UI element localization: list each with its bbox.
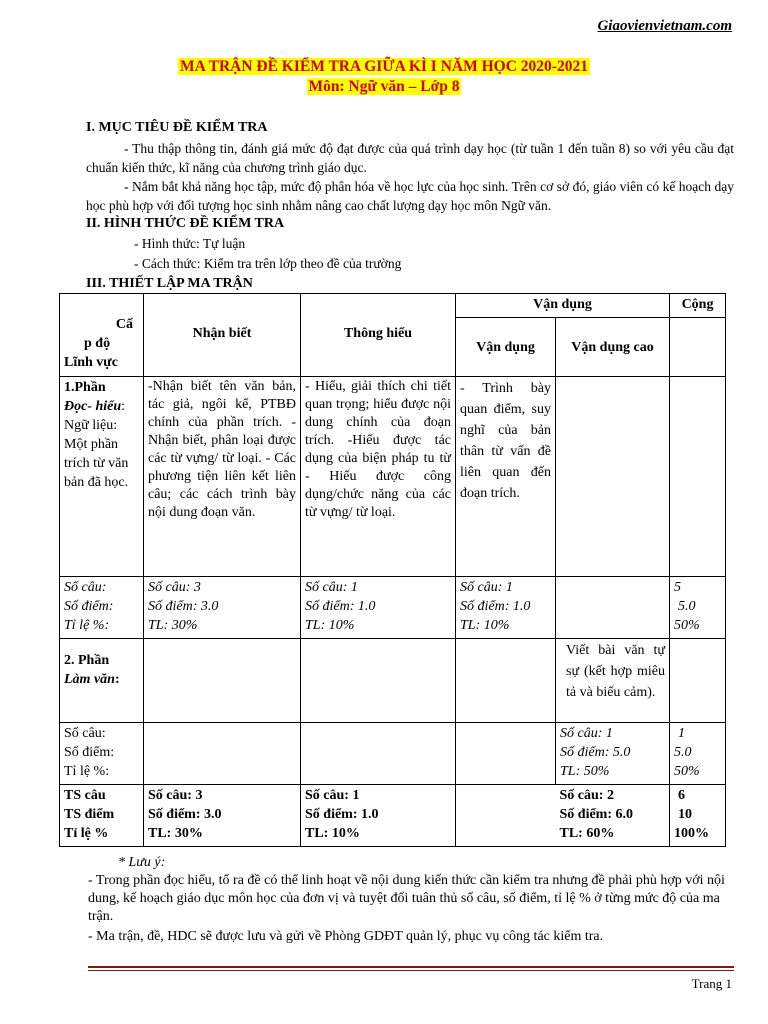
sum1-cong: 5 5.0 50% <box>670 577 726 639</box>
header-van-dung-group: Vận dụng <box>456 294 670 318</box>
sum1-thong-hieu: Số câu: 1 Số điểm: 1.0 TL: 10% <box>301 577 456 639</box>
header-van-dung-cao: Vận dụng cao <box>556 318 670 377</box>
sum1-label: Số câu: Số điểm: Tỉ lệ %: <box>60 577 144 639</box>
section1-heading: I. MỤC TIÊU ĐỀ KIỂM TRA <box>86 120 268 135</box>
footer-rule <box>88 966 734 968</box>
footer-rule-thin <box>88 970 734 971</box>
section2-item-form: - Hình thức: Tự luận <box>134 236 246 251</box>
total-van-dung-cao: Số câu: 2 Số điểm: 6.0 TL: 60% <box>556 785 670 847</box>
total-cong: 6 10 100% <box>670 785 726 847</box>
total-label: TS câu TS điểm Tỉ lệ % <box>60 785 144 847</box>
sum2-van-dung <box>456 723 556 785</box>
sum2-label: Số câu: Số điểm: Tỉ lệ %: <box>60 723 144 785</box>
note-1: - Trong phần đọc hiểu, tổ ra đề có thể linh hoạt về nội dung kiến thức cần kiểm tra nhưng đề phải phù hợp với nội dung, kế hoạch giáo dục môn học của đơn vị và tuyệt đối tuân thủ số câu, số điểm, tỉ lệ % ở từng mức độ của ma trận. <box>88 873 725 924</box>
total-thong-hieu: Số câu: 1 Số điểm: 1.0 TL: 10% <box>301 785 456 847</box>
row1-van-dung-cao <box>556 377 670 577</box>
sum2-nhan-biet <box>144 723 301 785</box>
sum2-cong: 1 5.0 50% <box>670 723 726 785</box>
section2-item-method: - Cách thức: Kiểm tra trên lớp theo đề của trường <box>134 256 402 271</box>
row2-van-dung-cao: Viết bài văn tự sự (kết hợp miêu tả và biểu cảm). <box>556 639 670 723</box>
page-number: Trang 1 <box>691 976 732 991</box>
header-thong-hieu: Thông hiểu <box>301 294 456 377</box>
header-cong-empty <box>670 318 726 377</box>
row1-cong <box>670 377 726 577</box>
row1-thong-hieu: - Hiểu, giải thích chi tiết quan trọng; hiểu được nội dung chính của đoạn trích. -Hiểu được tác dụng của biện pháp tu từ - Hiểu được công dụng/chức năng của các từ vựng/ từ loại. <box>301 377 456 577</box>
doc-subtitle: Môn: Ngữ văn – Lớp 8 <box>308 78 460 95</box>
row1-van-dung: - Trình bày quan điểm, suy nghĩ của bản thân từ vấn đề liên quan đến đoạn trích. <box>456 377 556 577</box>
sum1-van-dung-cao <box>556 577 670 639</box>
total-van-dung <box>456 785 556 847</box>
sum2-thong-hieu <box>301 723 456 785</box>
sum2-van-dung-cao: Số câu: 1 Số điểm: 5.0 TL: 50% <box>556 723 670 785</box>
matrix-table <box>59 293 726 847</box>
row2-label: 2. Phần Làm văn: <box>60 639 144 723</box>
note-2: - Ma trận, đề, HDC sẽ được lưu và gửi về Phòng GDĐT quản lý, phục vụ công tác kiểm tra. <box>88 929 604 944</box>
row2-van-dung <box>456 639 556 723</box>
section1-paragraph-1: - Thu thập thông tin, đánh giá mức độ đạt được của quá trình dạy học (từ tuần 1 đến tuần 8) so với yêu cầu đạt chuẩn kiến thức, kĩ năng của chương trình giáo dục. <box>86 141 734 175</box>
row2-nhan-biet <box>144 639 301 723</box>
section2-heading: II. HÌNH THỨC ĐỀ KIỂM TRA <box>86 216 285 231</box>
total-nhan-biet: Số câu: 3 Số điểm: 3.0 TL: 30% <box>144 785 301 847</box>
site-name: Giaovienvietnam.com <box>597 18 732 34</box>
header-level-field: Cấ p độ Lĩnh vực <box>60 294 144 377</box>
notes-title: * Lưu ý: <box>118 855 166 870</box>
section3-heading: III. THIẾT LẬP MA TRẬN <box>86 276 253 291</box>
sum1-van-dung: Số câu: 1 Số điểm: 1.0 TL: 10% <box>456 577 556 639</box>
sum1-nhan-biet: Số câu: 3 Số điểm: 3.0 TL: 30% <box>144 577 301 639</box>
header-van-dung: Vận dụng <box>456 318 556 377</box>
row1-nhan-biet: -Nhận biết tên văn bản, tác giả, ngôi kể, PTBĐ chính của phần trích. -Nhận biết, phân loại được các từ vựng/ từ loại. - Các phương tiện liên kết liên câu; các cách trình bày nội dung đoạn văn. <box>144 377 301 577</box>
row2-cong <box>670 639 726 723</box>
section1-paragraph-2: - Nắm bắt khả năng học tập, mức độ phân hóa về học lực của học sinh. Trên cơ sở đó, giáo viên có kế hoạch dạy học phù hợp với đối tượng học sinh nhằm nâng cao chất lượng dạy học môn Ngữ văn. <box>86 179 734 213</box>
header-cong: Cộng <box>670 294 726 318</box>
header-nhan-biet: Nhận biết <box>144 294 301 377</box>
row1-label: 1.Phần Đọc- hiểu: Ngữ liệu: Một phần trích từ văn bản đã học. <box>60 377 144 577</box>
row2-thong-hieu <box>301 639 456 723</box>
doc-title: MA TRẬN ĐỀ KIỂM TRA GIỮA KÌ I NĂM HỌC 2020-2021 <box>180 58 588 75</box>
